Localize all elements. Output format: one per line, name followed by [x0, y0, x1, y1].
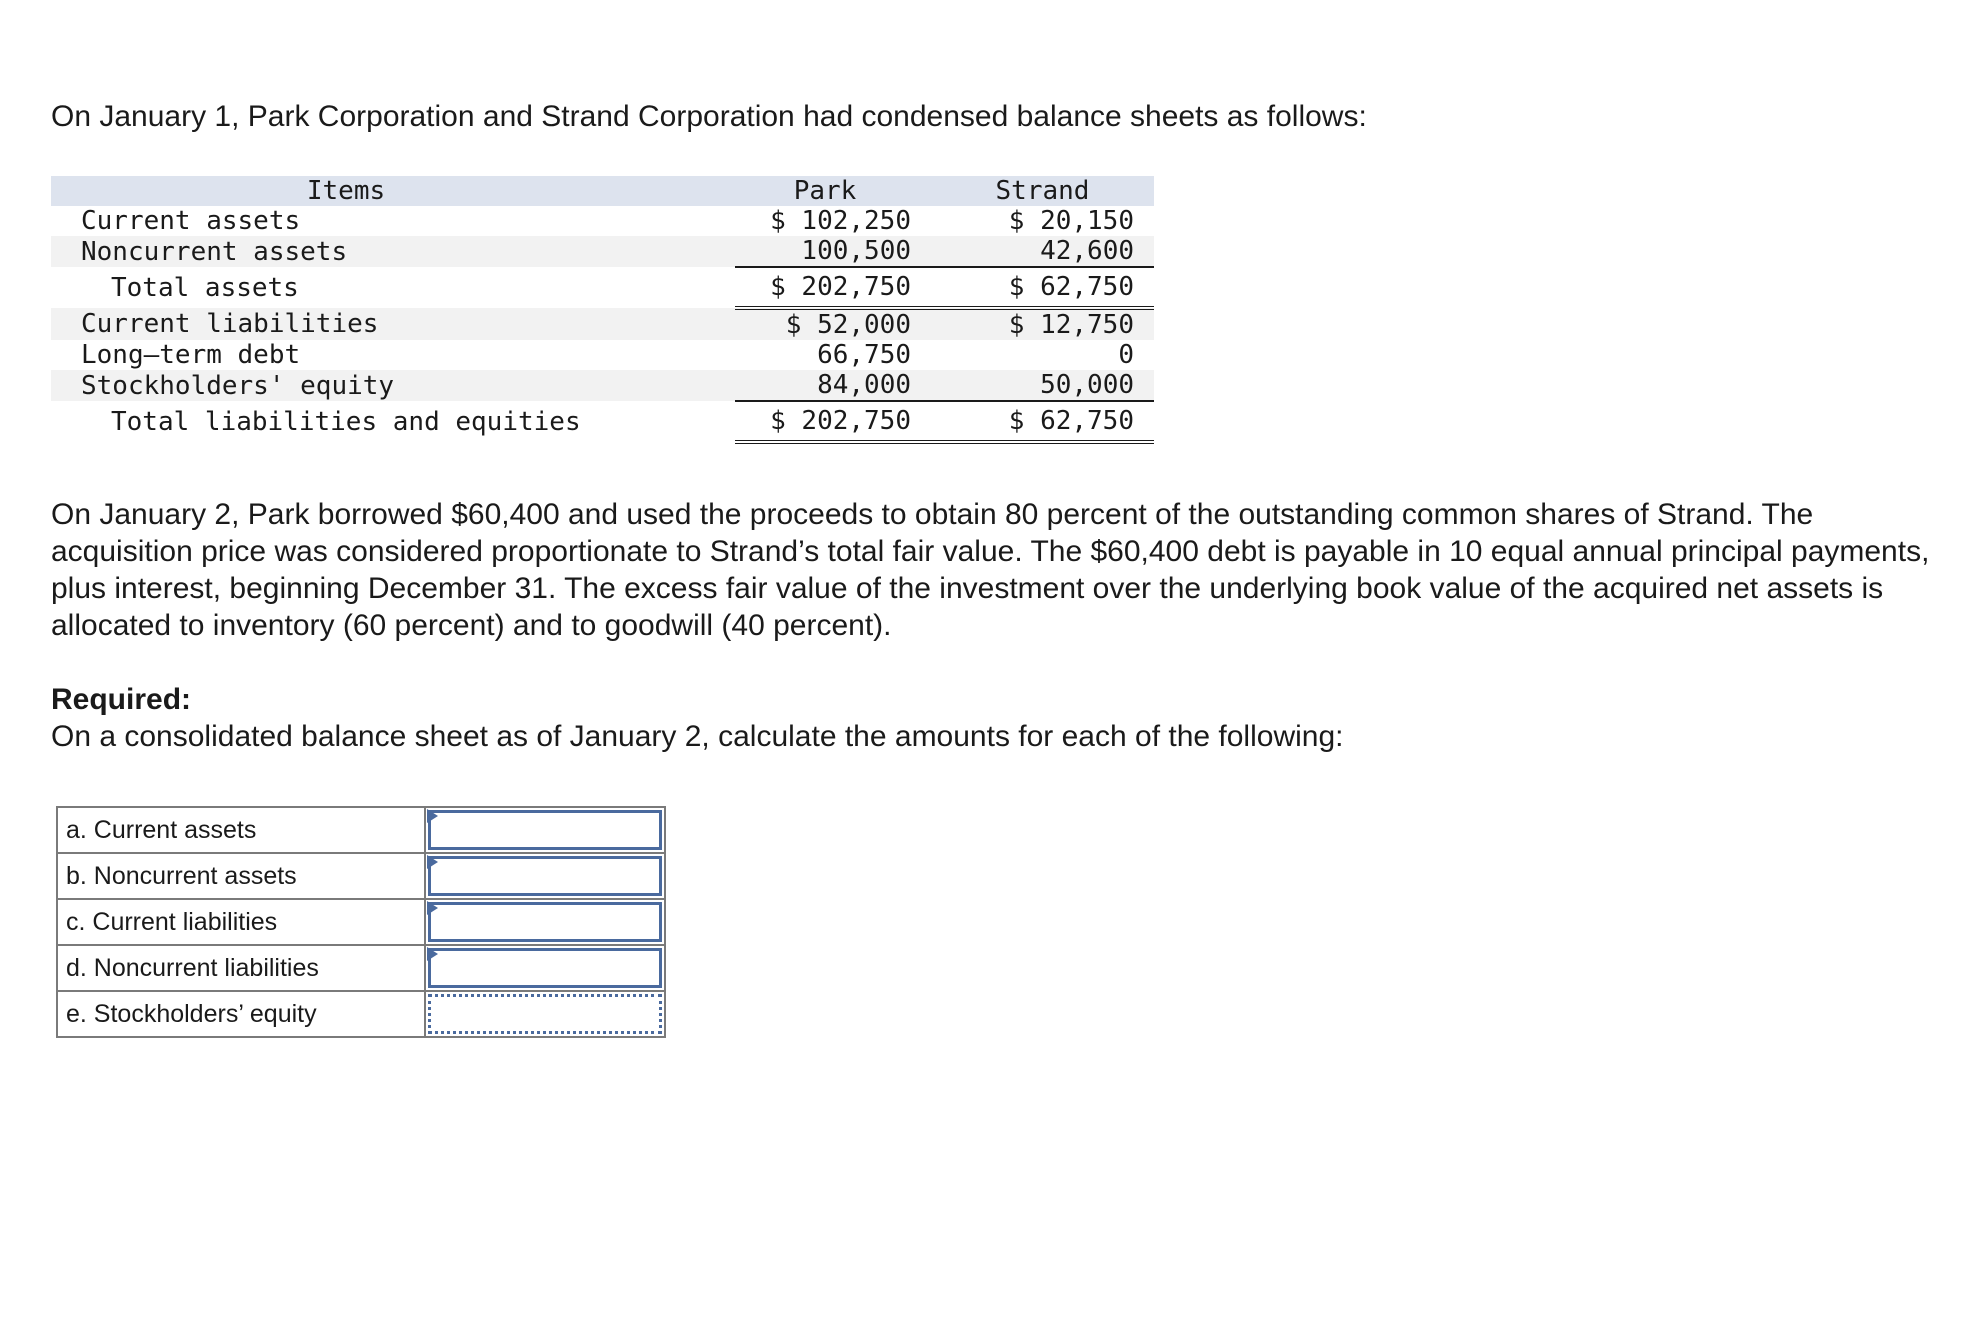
row-label: Stockholders' equity — [51, 370, 641, 401]
table-row — [51, 370, 1154, 401]
answer-label: e. Stockholders’ equity — [57, 991, 425, 1037]
row-label: Total liabilities and equities — [111, 406, 581, 437]
answer-table — [56, 806, 666, 1038]
row-label: Current assets — [81, 206, 301, 236]
park-value: $ 52,000 — [735, 308, 915, 340]
required-section — [51, 681, 1931, 755]
row-label: Noncurrent assets — [51, 236, 641, 267]
row-label: Current liabilities — [51, 308, 641, 340]
answer-label: b. Noncurrent assets — [57, 853, 425, 899]
strand-value: $ 62,750 — [931, 401, 1154, 442]
answer-label: c. Current liabilities — [57, 899, 425, 945]
flag-icon — [427, 855, 438, 869]
intro-paragraph: On January 1, Park Corporation and Strand Corporation had condensed balance sheets as follows: — [51, 100, 1367, 133]
answer-row — [57, 945, 665, 991]
strand-value: $ 12,750 — [931, 308, 1154, 340]
strand-value: 50,000 — [931, 370, 1154, 401]
header-strand: Strand — [931, 176, 1154, 206]
strand-value: 42,600 — [931, 236, 1154, 267]
answer-row — [57, 807, 665, 853]
flag-icon — [427, 901, 438, 915]
table-row-total — [51, 267, 1154, 308]
answer-row — [57, 991, 665, 1037]
park-value: $ 102,250 — [770, 206, 911, 236]
flag-icon — [427, 947, 438, 961]
strand-value: 0 — [1118, 340, 1134, 370]
table-row — [51, 236, 1154, 267]
row-label: Long–term debt — [81, 340, 301, 370]
required-title: Required: — [51, 683, 192, 716]
details-paragraph: On January 2, Park borrowed $60,400 and used the proceeds to obtain 80 percent of the outstanding common shares of Strand. The acquisition price was considered proportionate to Strand’s total fair value. The $60,400 debt is payable in 10 equal annual principal payments, plus interest, beginning December 31. The excess fair value of the investment over the underlying book value of the acquired net assets is allocated to inventory (60 percent) and to goodwill (40 percent). — [51, 498, 1930, 642]
noncurrent-assets-input[interactable] — [428, 856, 662, 896]
current-assets-input[interactable] — [428, 810, 662, 850]
table-row — [51, 206, 1154, 236]
answer-label: d. Noncurrent liabilities — [57, 945, 425, 991]
table-row — [51, 308, 1154, 340]
park-value: 84,000 — [735, 370, 915, 401]
header-park: Park — [735, 176, 915, 206]
strand-value: $ 62,750 — [931, 267, 1154, 308]
table-row-total — [51, 401, 1154, 442]
park-value: 66,750 — [817, 340, 911, 370]
park-value: 100,500 — [735, 236, 915, 267]
header-items: Items — [51, 176, 641, 206]
answer-row — [57, 899, 665, 945]
strand-value: $ 20,150 — [1008, 206, 1134, 236]
park-value: $ 202,750 — [735, 401, 915, 442]
required-text: On a consolidated balance sheet as of January 2, calculate the amounts for each of the following: — [51, 720, 1344, 753]
current-liabilities-input[interactable] — [428, 902, 662, 942]
answer-row — [57, 853, 665, 899]
balance-sheet-table — [51, 176, 1154, 444]
noncurrent-liabilities-input[interactable] — [428, 948, 662, 988]
table-header-row — [51, 176, 1154, 206]
answer-label: a. Current assets — [57, 807, 425, 853]
stockholders-equity-input[interactable] — [428, 994, 662, 1034]
table-row — [51, 340, 1154, 370]
flag-icon — [427, 809, 438, 823]
park-value: $ 202,750 — [735, 267, 915, 308]
row-label: Total assets — [111, 272, 299, 303]
